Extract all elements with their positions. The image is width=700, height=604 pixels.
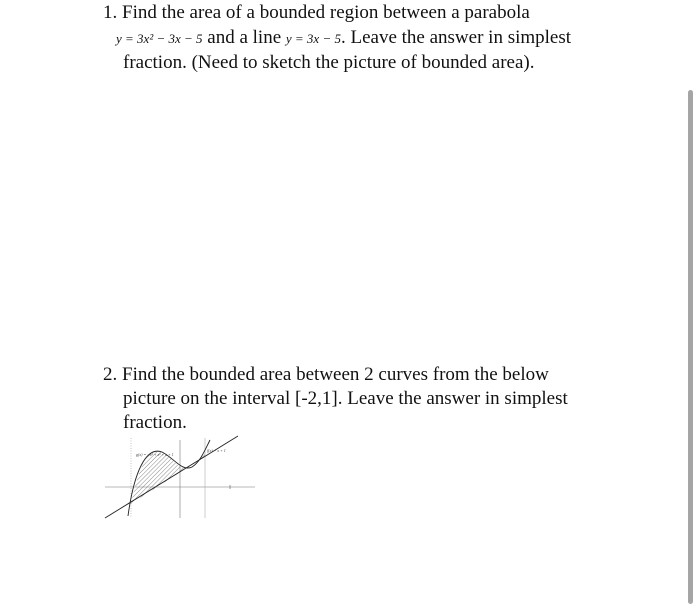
question-1-line-2 — [116, 25, 571, 51]
question-1-number: 1. — [103, 2, 118, 23]
question-2-line-3: fraction. — [123, 412, 187, 433]
question-1-text-mid: and a line — [207, 27, 282, 48]
question-2-number: 2. — [103, 364, 118, 385]
parabola-equation: y = 3x² − 3x − 5 — [116, 31, 203, 46]
scrollbar[interactable] — [688, 90, 693, 604]
question-1-line-3: fraction. (Need to sketch the picture of bounded area). — [123, 52, 535, 73]
label-f: f(x) = x + 1 — [207, 448, 226, 453]
question-1-text-line-1: Find the area of a bounded region between a parabola — [122, 2, 530, 23]
question-1-text-after: . Leave the answer in simplest — [340, 27, 572, 48]
question-1-line-1 — [103, 0, 530, 25]
question-2-line-1 — [103, 362, 549, 387]
label-g: g(x) = −x³ + x² + x + 1 — [136, 452, 174, 457]
shaded-region — [131, 451, 205, 504]
question-2-text-line-1: Find the bounded area between 2 curves from the below — [122, 364, 549, 385]
bounded-area-graph — [100, 432, 260, 522]
graph-svg — [100, 432, 260, 522]
line-equation: y = 3x − 5 — [285, 31, 341, 46]
question-2-line-2: picture on the interval [-2,1]. Leave the answer in simplest — [123, 388, 568, 409]
